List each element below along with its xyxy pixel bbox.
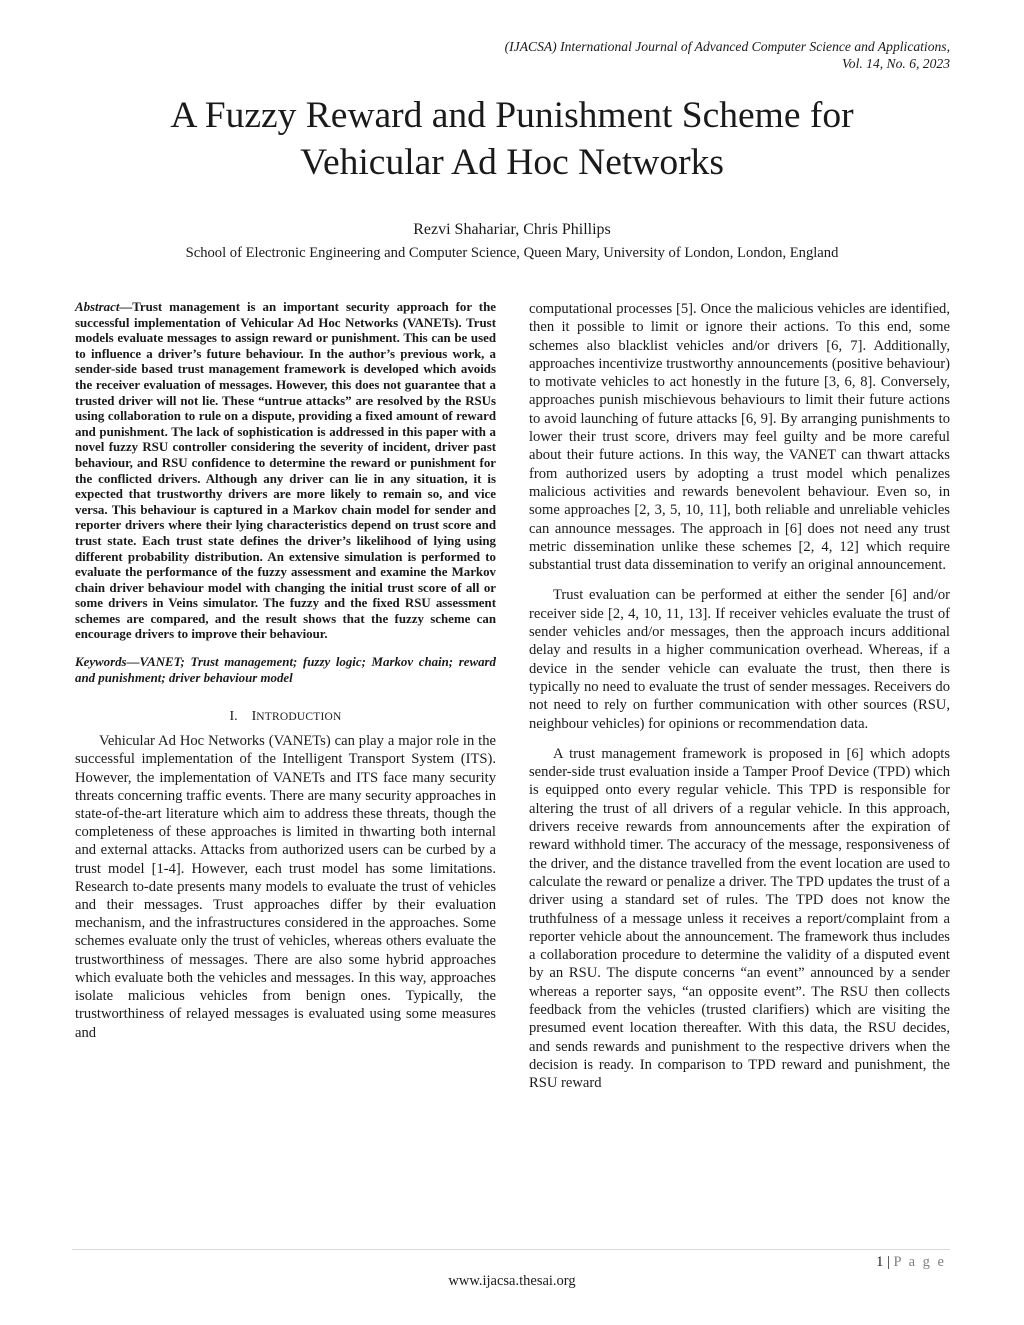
paragraph-continuation: computational processes [5]. Once the malicious vehicles are identified, then it possible to limit or ignore their actions. To this end, some schemes also blacklist vehicles and/or drivers [6, 7]. Additionally, approaches incentivize trustworthy announcements (positive behaviour) to motivate vehicles to act honestly in the future [3, 6, 8]. Conversely, approaches punish mischievous behaviours to limit their future actions to avoid launching of future attacks [6, 9]. By arranging punishments to lower their trust score, drivers may feel guilty and be more careful about their future actions. In this way, the VANET can thwart attacks from authorized users by adopting a trust model which penalizes malicious activities and rewards benevolent behaviour. Even so, in some approaches [2, 3, 5, 10, 11], both reliable and unreliable vehicles can announce messages. The approach in [6] does not need any trust metric dissemination unlike these schemes [2, 4, 12] which require substantial trust data dissemination to verify an original announcement. xyxy=(529,301,950,574)
section-number: I. xyxy=(229,709,238,725)
abstract-lead: Abstract xyxy=(75,300,120,314)
title-line-1: A Fuzzy Reward and Punishment Scheme for xyxy=(170,95,854,136)
affiliation: School of Electronic Engineering and Computer Science, Queen Mary, University of London, London, England xyxy=(185,245,839,261)
abstract-dash: — xyxy=(119,300,133,314)
right-column xyxy=(529,300,950,1092)
paper-title xyxy=(0,92,1024,186)
paragraph-trust-evaluation: Trust evaluation can be performed at either the sender [6] and/or receiver side [2, 4, 10, 11, 13]. If receiver vehicles evaluate the trust of sender vehicles and/or messages, then the approach incurs additional delay and results in a higher communication overhead. Whereas, if a device in the sender vehicle can evaluate the trust, then there is typically no need to evaluate the trust of sender messages. Receivers do not need to rely on further communication with other sources (RSU, neighbour vehicles) for opinions or recommendation data. xyxy=(529,587,950,732)
page-number xyxy=(876,1254,946,1271)
footer-divider xyxy=(72,1249,950,1250)
intro-paragraph: Vehicular Ad Hoc Networks (VANETs) can play a major role in the successful implementation of the Intelligent Transport System (ITS). However, the implementation of VANETs and ITS face many security threats concerning traffic events. There are many security approaches in state-of-the-art literature which aim to address these threats, though the completeness of these approaches is limited in thwarting both internal and external attacks. Attacks from authorized users can be curbed by a trust model [1-4]. However, each trust model has some limitations. Research to-date presents many models to evaluate the trust of vehicles and their messages. Trust approaches differ by their evaluation mechanism, and the infrastructures considered in the approaches. Some schemes evaluate only the trust of vehicles, whereas others evaluate the trustworthiness of messages. There are also some hybrid approaches which evaluate both the vehicles and messages. In this way, approaches isolate malicious vehicles from benign ones. Typically, the trustworthiness of relayed messages is evaluated using some measures and xyxy=(75,733,496,1041)
authors: Rezvi Shahariar, Chris Phillips xyxy=(413,221,611,238)
section-initial: I xyxy=(251,709,257,725)
keywords: Keywords—VANET; Trust management; fuzzy logic; Markov chain; reward and punishment; driver behaviour model xyxy=(75,655,496,685)
abstract-text: Trust management is an important security approach for the successful implementation of Vehicular Ad Hoc Networks (VANETs). Trust models evaluate messages to assign reward or punishment. This can be used to influence a driver’s future behaviour. In the author’s previous work, a sender-side based trust management framework is developed which avoids the receiver evaluation of messages. However, this does not guarantee that a trusted driver will not lie. These “untrue attacks” are resolved by the RSUs using collaboration to rule on a dispute, providing a fixed amount of reward and punishment. The lack of sophistication is addressed in this paper with a novel fuzzy RSU controller considering the severity of incident, driver past behaviour, and RSU confidence to determine the reward or punishment for the conflicted drivers. Although any driver can lie in any situation, it is expected that trustworthy drivers are more likely to remain so, and vice versa. This behaviour is captured in a Markov chain model for sender and reporter drivers where their lying characteristics depend on trust score and trust state. Each trust state defines the driver’s likelihood of lying using different probability distribution. An extensive simulation is performed to evaluate the performance of the fuzzy assessment and examine the Markov chain driver behaviour model with changing the initial trust score of all or some drivers in Veins simulator. The fuzzy and the fixed RSU assessment schemes are compared, and the result shows that the fuzzy scheme can encourage drivers to improve their behaviour. xyxy=(75,300,496,642)
section-title-rest: NTRODUCTION xyxy=(256,711,342,724)
page-label: P a g e xyxy=(893,1254,946,1270)
journal-volume: Vol. 14, No. 6, 2023 xyxy=(842,56,950,71)
journal-name: (IJACSA) International Journal of Advanced Computer Science and Applications, xyxy=(504,39,950,54)
journal-header xyxy=(505,38,950,72)
page-separator: | xyxy=(886,1254,890,1270)
title-line-2: Vehicular Ad Hoc Networks xyxy=(300,142,724,183)
paragraph-trust-framework: A trust management framework is proposed in [6] which adopts sender-side trust evaluation inside a Tamper Proof Device (TPD) which is equipped onto every regular vehicle. This TPD is responsible for altering the trust of all drivers of a regular vehicle. In this approach, drivers receive rewards from announcements after the expiration of reward withhold timer. The accuracy of the message, responsiveness of the driver, and the distance travelled from the event location are used to calculate the reward or penalize a driver. The TPD updates the trust of a driver using a standard set of rules. The TPD does not know the truthfulness of a message unless it receives a report/complaint from a reporter vehicle about the announcement. The framework thus includes a collaboration procedure to determine the validity of a disputed event by an RSU. The dispute concerns “an event” announced by a sender whereas a reporter says, “an opposite event”. The RSU then collects feedback from the vehicles (trusted clarifiers) which are visiting the presumed event location thereafter. With this data, the RSU decides, and sends rewards and punishment to the respective drivers when the decision is ready. In comparison to TPD reward and punishment, the RSU reward xyxy=(529,745,950,1092)
section-heading-introduction xyxy=(75,708,496,726)
page-number-value: 1 xyxy=(876,1254,884,1270)
left-column xyxy=(75,300,496,1042)
abstract xyxy=(75,300,496,643)
footer-url[interactable]: www.ijacsa.thesai.org xyxy=(448,1273,576,1289)
